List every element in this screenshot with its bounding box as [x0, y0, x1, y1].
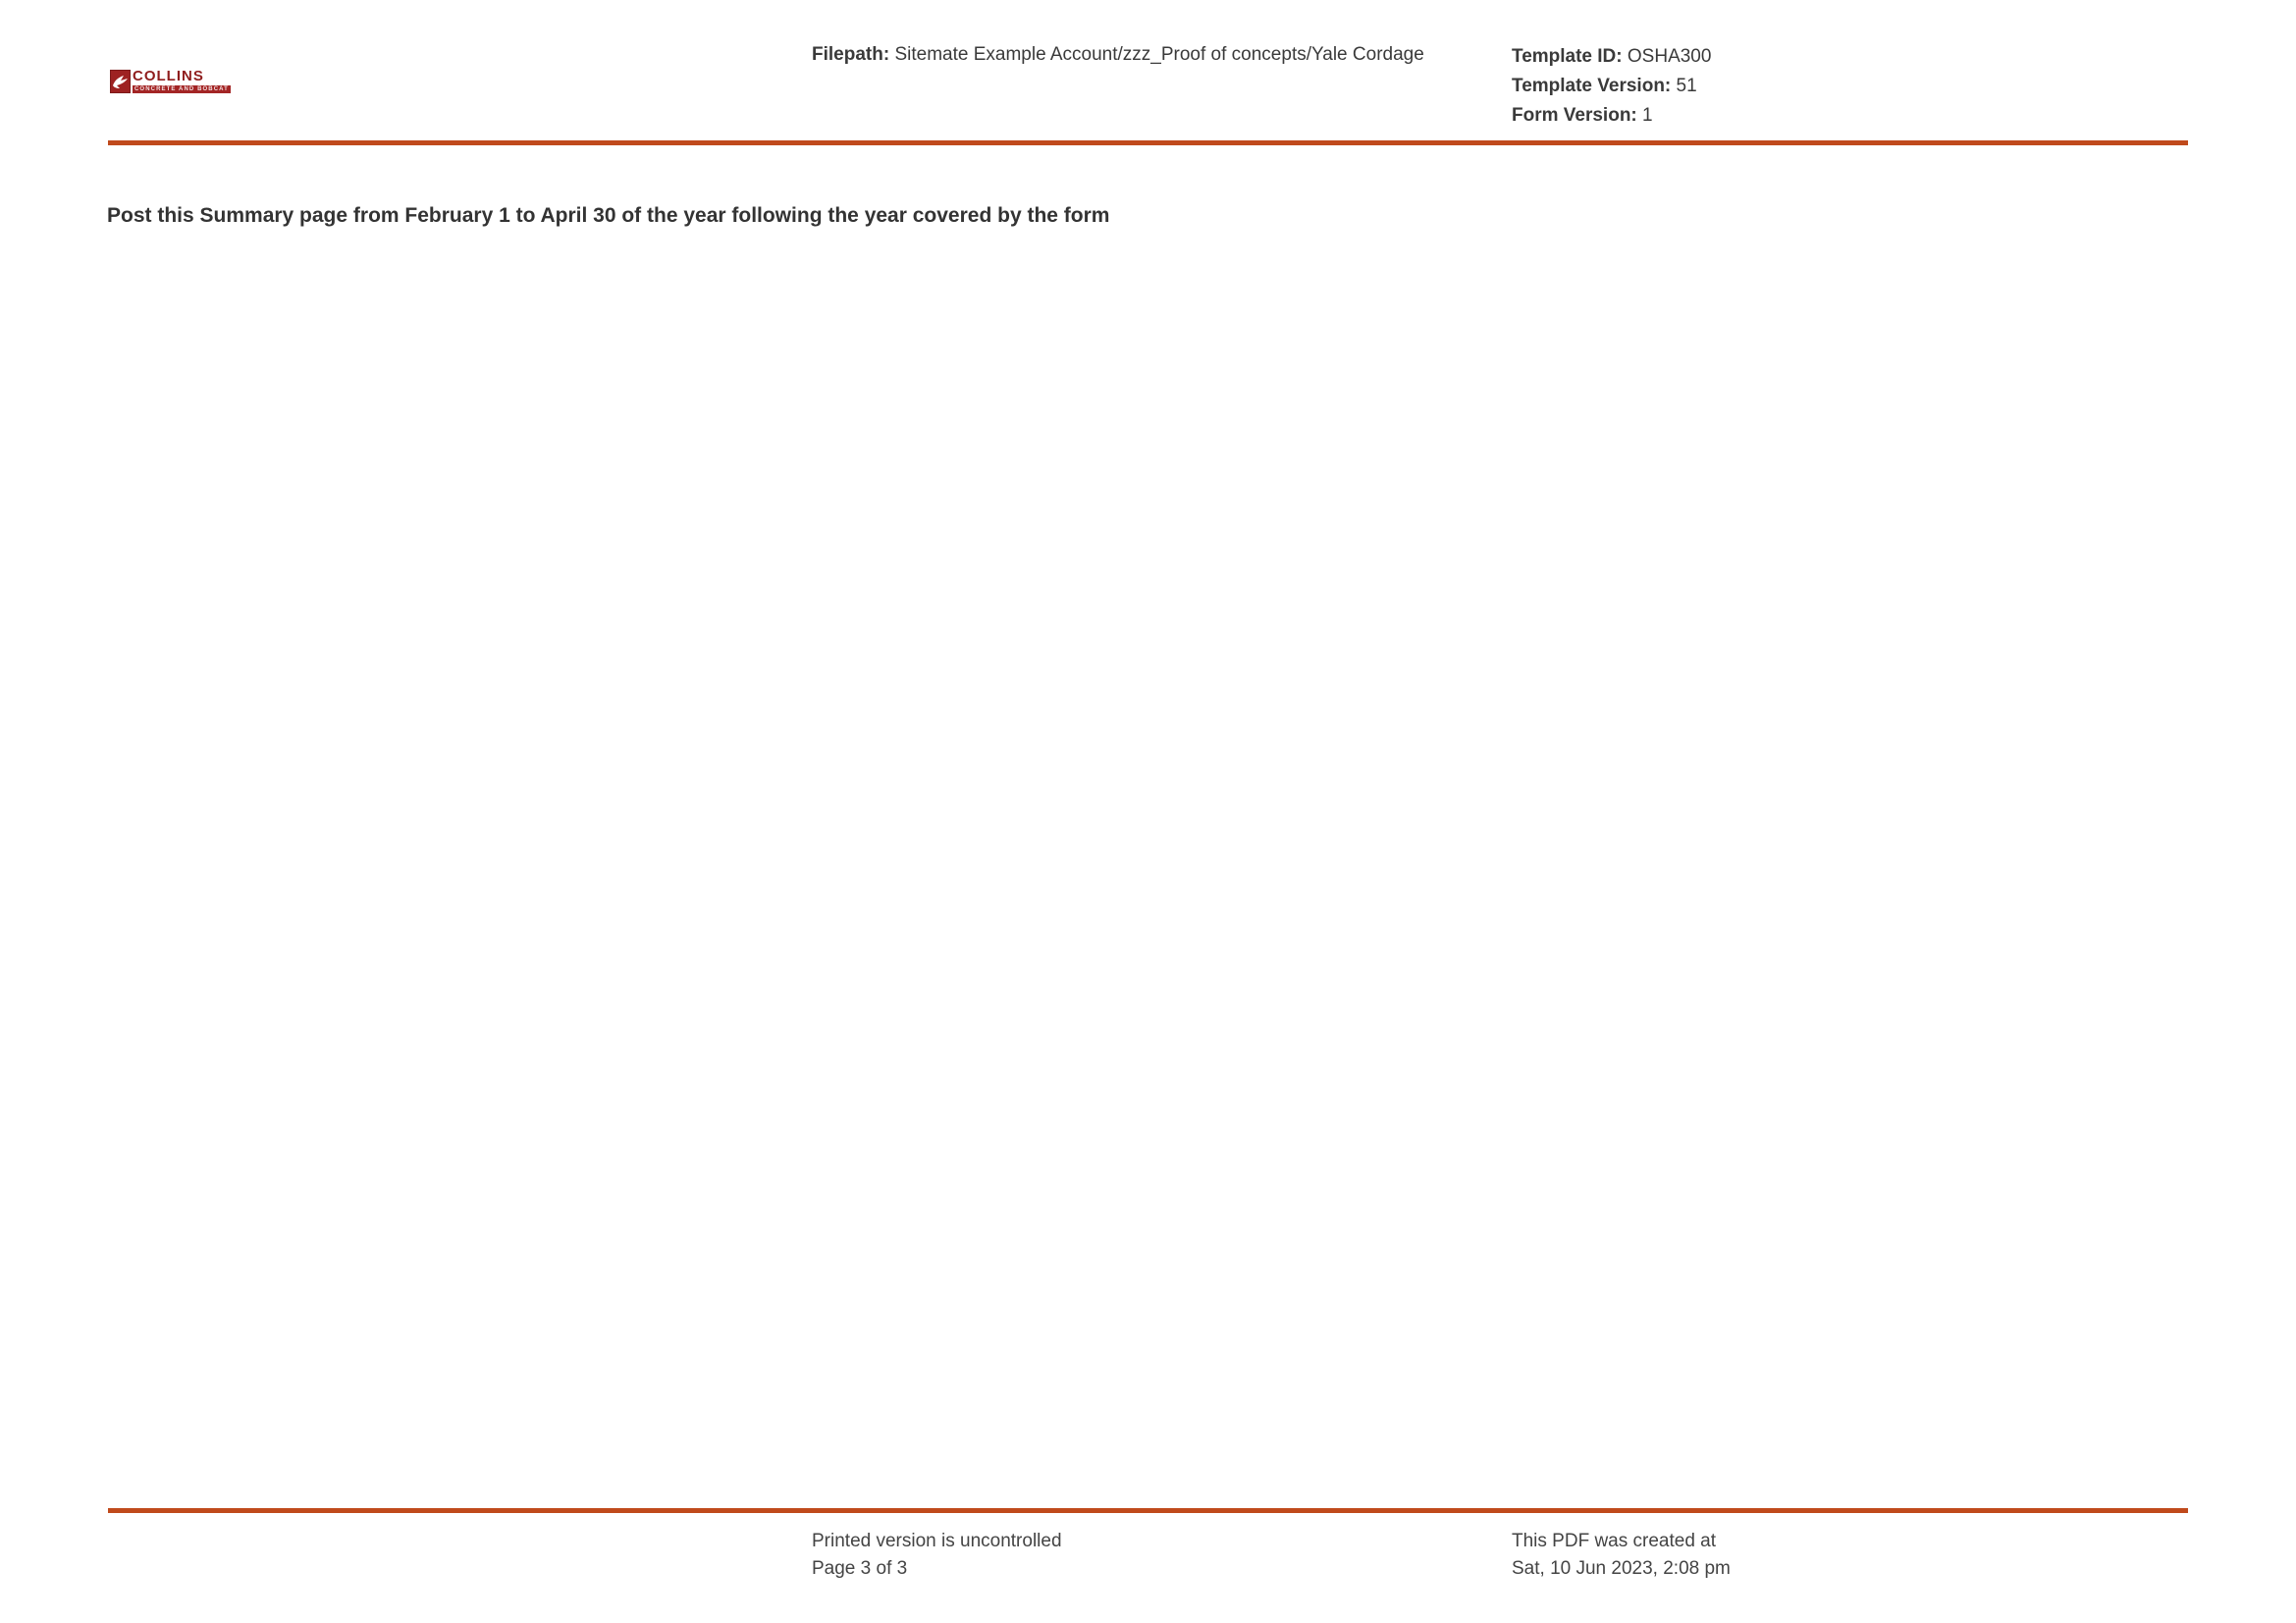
form-version-row [1512, 101, 1711, 131]
template-meta [1512, 42, 1711, 131]
template-version-label: Template Version: [1512, 76, 1672, 96]
logo-text [133, 70, 231, 93]
template-id-value: OSHA300 [1627, 46, 1712, 67]
filepath-value: Sitemate Example Account/zzz_Proof of concepts/Yale Cordage [894, 44, 1424, 65]
logo-brand-text: COLLINS [133, 68, 204, 84]
header-divider [108, 140, 2188, 145]
created-label: This PDF was created at [1512, 1531, 1717, 1551]
filepath [812, 43, 1424, 67]
form-version-label: Form Version: [1512, 105, 1637, 126]
created-timestamp: Sat, 10 Jun 2023, 2:08 pm [1512, 1558, 1731, 1579]
template-version-value: 51 [1676, 76, 1697, 96]
filepath-label: Filepath: [812, 44, 890, 65]
collins-logo [110, 70, 231, 93]
footer-right [1512, 1528, 1731, 1583]
form-version-value: 1 [1642, 105, 1653, 126]
page-number: Page 3 of 3 [812, 1558, 908, 1579]
summary-instruction-heading: Post this Summary page from February 1 to April 30 of the year following the year covered by the form [107, 204, 1110, 227]
template-id-row [1512, 42, 1711, 72]
footer-divider [108, 1508, 2188, 1513]
template-id-label: Template ID: [1512, 46, 1623, 67]
printed-note: Printed version is uncontrolled [812, 1531, 1062, 1551]
dove-icon [110, 70, 131, 93]
logo-tagline-text: CONCRETE AND BOBCAT [134, 86, 229, 92]
template-version-row [1512, 72, 1711, 101]
footer-left [812, 1528, 1062, 1583]
